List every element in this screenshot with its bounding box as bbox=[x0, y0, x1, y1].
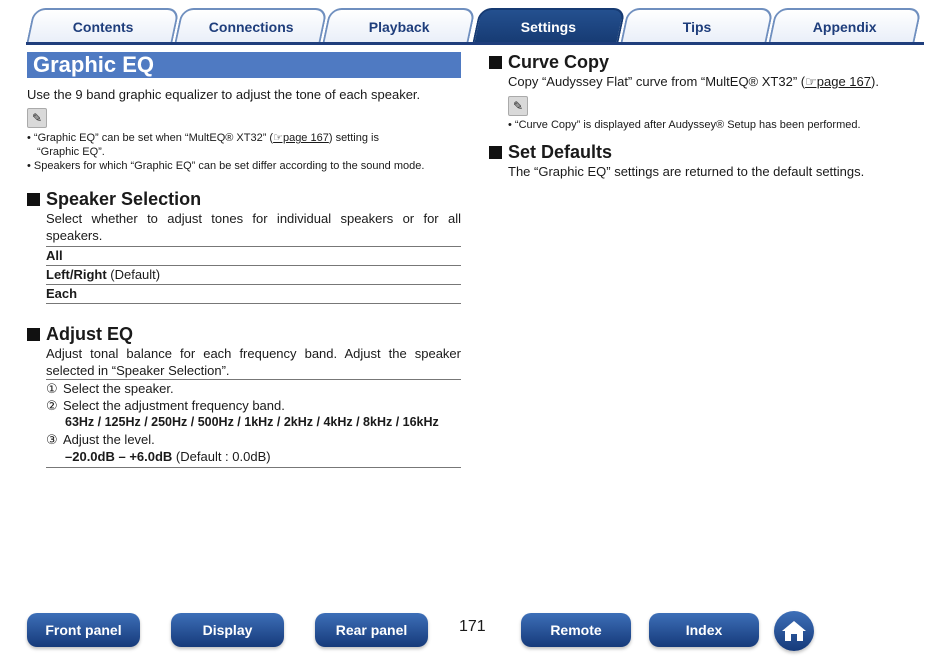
option-label: All bbox=[46, 248, 63, 263]
pencil-icon: ✎ bbox=[508, 96, 528, 116]
step-text: Adjust the level. bbox=[63, 432, 155, 447]
note-bullet bbox=[27, 131, 461, 145]
speaker-selection-desc: Select whether to adjust tones for individual speakers or for all speakers. bbox=[46, 211, 461, 243]
step-item bbox=[46, 431, 461, 448]
option-label: Left/Right bbox=[46, 267, 107, 282]
frequency-bands: 63Hz / 125Hz / 250Hz / 500Hz / 1kHz / 2kHz / 4kHz / 8kHz / 16kHz bbox=[65, 415, 439, 429]
page-title: Graphic EQ bbox=[27, 52, 461, 78]
rear-panel-button[interactable] bbox=[315, 613, 428, 647]
front-panel-button[interactable] bbox=[27, 613, 140, 647]
option-label: Each bbox=[46, 286, 78, 301]
button-label: Index bbox=[685, 622, 723, 638]
option-row bbox=[46, 284, 461, 304]
set-defaults-desc: The “Graphic EQ” settings are returned to the default settings. bbox=[508, 164, 865, 179]
level-range bbox=[46, 448, 461, 465]
adjust-eq-desc: Adjust tonal balance for each frequency band. Adjust the speaker selected in “Speaker Selection”. bbox=[46, 346, 461, 378]
option-suffix: (Default) bbox=[106, 267, 161, 282]
tab-settings[interactable] bbox=[472, 8, 626, 44]
speaker-selection-heading bbox=[27, 189, 461, 210]
curve-copy-desc bbox=[508, 73, 909, 90]
page-link[interactable]: ☞page 167 bbox=[805, 74, 871, 89]
pencil-icon: ✎ bbox=[27, 108, 47, 128]
step-text: Select the adjustment frequency band. bbox=[63, 398, 285, 413]
index-button[interactable] bbox=[649, 613, 759, 647]
curve-copy-note: • “Curve Copy” is displayed after Audyssey® Setup has been performed. bbox=[508, 119, 861, 131]
option-row bbox=[46, 246, 461, 265]
tab-label: Contents bbox=[72, 19, 134, 35]
tab-connections[interactable] bbox=[174, 8, 328, 44]
tab-playback[interactable] bbox=[322, 8, 476, 44]
set-defaults-heading bbox=[489, 142, 909, 163]
page-number: 171 bbox=[459, 618, 486, 635]
note-text: • “Graphic EQ” can be set when “MultEQ® XT32” ( bbox=[27, 132, 274, 144]
button-label: Display bbox=[202, 622, 253, 638]
range-default: (Default : 0.0dB) bbox=[172, 449, 271, 464]
tab-tips[interactable] bbox=[620, 8, 774, 44]
desc-text: Copy “Audyssey Flat” curve from “MultEQ® XT32” ( bbox=[508, 74, 806, 89]
step-number: ② bbox=[46, 398, 58, 413]
adjust-eq-heading bbox=[27, 324, 461, 345]
square-bullet-icon bbox=[489, 146, 502, 159]
top-tabs bbox=[26, 8, 924, 44]
home-icon bbox=[781, 619, 807, 643]
left-column bbox=[27, 52, 461, 468]
note-bullet: • Speakers for which “Graphic EQ” can be set differ according to the sound mode. bbox=[27, 160, 425, 172]
tab-label: Settings bbox=[521, 19, 577, 35]
step-text: Select the speaker. bbox=[63, 381, 174, 396]
note-bullets bbox=[27, 131, 461, 173]
square-bullet-icon bbox=[27, 193, 40, 206]
range-value: –20.0dB – +6.0dB bbox=[65, 449, 173, 464]
desc-text: ). bbox=[870, 74, 879, 89]
button-label: Remote bbox=[550, 622, 602, 638]
note-text: ) setting is bbox=[328, 132, 379, 144]
tab-label: Tips bbox=[682, 19, 712, 35]
heading-text: Speaker Selection bbox=[46, 189, 202, 209]
button-label: Rear panel bbox=[335, 622, 408, 638]
curve-copy-heading bbox=[489, 52, 909, 73]
step-item bbox=[46, 397, 461, 414]
option-row bbox=[46, 265, 461, 284]
tab-contents[interactable] bbox=[26, 8, 180, 44]
step-item bbox=[46, 380, 461, 397]
intro-text: Use the 9 band graphic equalizer to adjust the tone of each speaker. bbox=[27, 87, 421, 102]
heading-text: Set Defaults bbox=[508, 142, 613, 162]
page-link[interactable]: ☞page 167 bbox=[273, 132, 329, 144]
speaker-options bbox=[46, 246, 461, 304]
display-button[interactable] bbox=[171, 613, 284, 647]
step-number: ① bbox=[46, 381, 58, 396]
note-bullet-cont: “Graphic EQ”. bbox=[37, 146, 105, 158]
home-button[interactable] bbox=[774, 611, 814, 651]
square-bullet-icon bbox=[489, 56, 502, 69]
tab-appendix[interactable] bbox=[768, 8, 922, 44]
tab-label: Connections bbox=[208, 19, 294, 35]
step-number: ③ bbox=[46, 432, 58, 447]
adjust-eq-steps bbox=[46, 379, 461, 468]
remote-button[interactable] bbox=[521, 613, 631, 647]
right-column bbox=[489, 52, 909, 180]
tab-underline bbox=[26, 42, 924, 45]
tab-label: Appendix bbox=[812, 19, 877, 35]
heading-text: Curve Copy bbox=[508, 52, 610, 72]
button-label: Front panel bbox=[45, 622, 122, 638]
tab-label: Playback bbox=[368, 19, 430, 35]
heading-text: Adjust EQ bbox=[46, 324, 134, 344]
square-bullet-icon bbox=[27, 328, 40, 341]
